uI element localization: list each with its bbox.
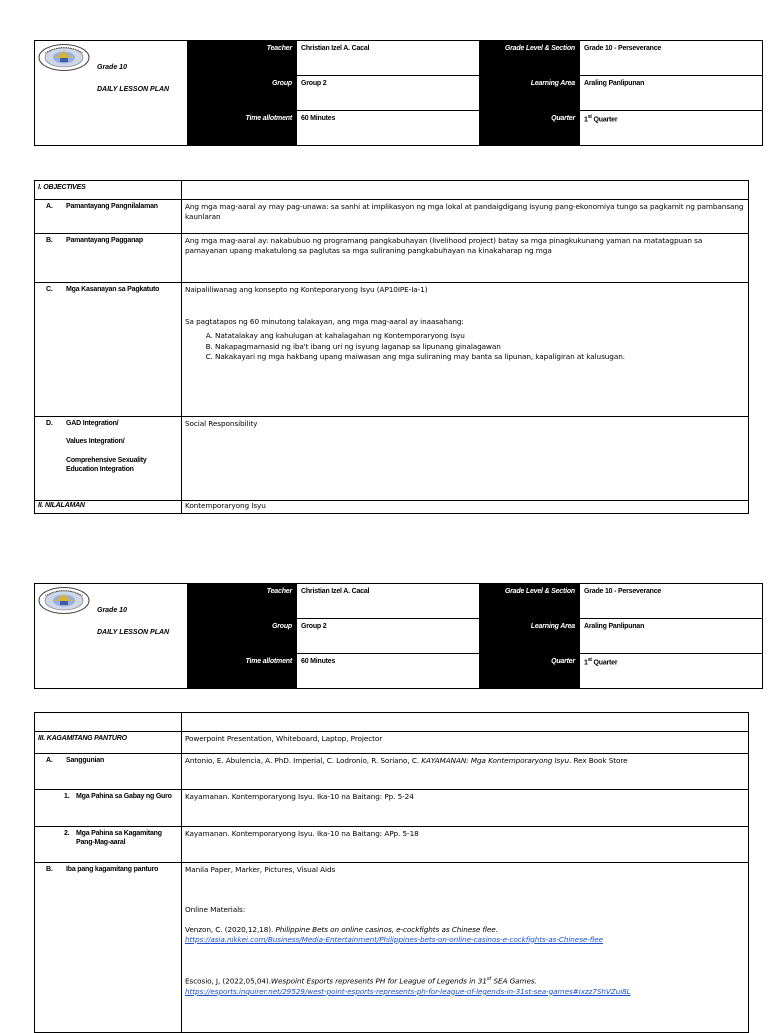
quarter-suffix: st bbox=[587, 114, 592, 120]
learner-material-pages-label-text: Mga Pahina sa Kagamitang Pang-Mag-aaral bbox=[76, 830, 162, 847]
online-materials-label: Online Materials: bbox=[185, 904, 246, 914]
learning-area-value: Araling Panlipunan bbox=[580, 76, 763, 111]
teacher-label: Teacher bbox=[188, 41, 297, 76]
nilalaman-heading: II. NILALAMAN bbox=[35, 501, 182, 514]
group-value: Group 2 bbox=[297, 76, 480, 111]
quarter-text: Quarter bbox=[591, 116, 618, 124]
online-reference-1 bbox=[185, 925, 745, 945]
sanggunian-text bbox=[182, 754, 749, 790]
letter-b: B. bbox=[46, 866, 53, 873]
deped-seal-icon bbox=[38, 44, 90, 71]
reference-authors: Antonio, E. Abulencia, A. PhD. Imperial, C. Lodronio, R. Soriano, C. bbox=[185, 756, 422, 765]
learning-competencies-cell bbox=[182, 283, 749, 417]
grade-label: Grade 10 bbox=[97, 64, 127, 71]
time-allotment-label: Time allotment bbox=[188, 654, 297, 689]
teacher-value: Christian Izel A. Cacal bbox=[297, 584, 480, 619]
quarter-text: Quarter bbox=[591, 659, 618, 667]
teacher-guide-pages-label bbox=[35, 790, 182, 827]
list-item: C. Nakakayari ng mga hakbang upang maiwasan ang mga suliraning may banta sa lipunan, kapaligiran at kalusugan. bbox=[215, 352, 745, 362]
teacher-value: Christian Izel A. Cacal bbox=[297, 41, 480, 76]
daily-lesson-plan-title: DAILY LESSON PLAN bbox=[97, 86, 170, 93]
learning-area-value: Araling Panlipunan bbox=[580, 619, 763, 654]
objectives-heading: I. OBJECTIVES bbox=[35, 181, 182, 200]
header-table-1 bbox=[34, 40, 763, 146]
learner-material-pages-label bbox=[35, 827, 182, 863]
list-item: B. Nakapagmamasid ng iba't ibang uri ng isyung laganap sa lipunang ginalagawan bbox=[215, 342, 745, 352]
other-materials-cell bbox=[182, 863, 749, 1033]
gad-label-line-3: Comprehensive Sexuality Education Integration bbox=[66, 456, 147, 474]
reference-1-link[interactable]: https://asia.nikkei.com/Business/Media-Entertainment/Philippines-bets-on-online-casinos-e-cockfights-as-Chinese-flee bbox=[185, 934, 603, 944]
grade-section-value: Grade 10 - Perseverance bbox=[580, 41, 763, 76]
teacher-label: Teacher bbox=[188, 584, 297, 619]
nilalaman-text: Kontemporaryong Isyu bbox=[182, 501, 749, 514]
group-label: Group bbox=[188, 619, 297, 654]
empty-value-cell bbox=[182, 713, 749, 732]
number-2: 2. bbox=[64, 830, 70, 837]
time-allotment-value: 60 Minutes bbox=[297, 654, 480, 689]
learning-area-label: Learning Area bbox=[480, 619, 580, 654]
learner-material-pages-text: Kayamanan. Kontemporaryong Isyu. Ika-10 na Baitang: APp. 5-18 bbox=[182, 827, 749, 863]
kagamitan-text: Powerpoint Presentation, Whiteboard, Laptop, Projector bbox=[182, 732, 749, 754]
number-1: 1. bbox=[64, 793, 70, 800]
other-materials-text: Manila Paper, Marker, Pictures, Visual Aids bbox=[185, 865, 336, 874]
quarter-number: 1 bbox=[584, 116, 588, 124]
quarter-suffix: st bbox=[587, 657, 592, 663]
reference-2-author: Escosio, J, (2022,05,04). bbox=[185, 976, 271, 986]
header-logo-cell bbox=[35, 584, 188, 689]
header-table-2 bbox=[34, 583, 763, 689]
daily-lesson-plan-title: DAILY LESSON PLAN bbox=[97, 629, 170, 636]
learning-competencies-label bbox=[35, 283, 182, 417]
reference-2-title-end: SEA Games. bbox=[491, 976, 537, 986]
quarter-value bbox=[580, 111, 763, 146]
letter-a: A. bbox=[46, 203, 53, 210]
group-label: Group bbox=[188, 76, 297, 111]
grade-section-label: Grade Level & Section bbox=[480, 41, 580, 76]
teacher-guide-pages-text: Kayamanan. Kontemporaryong Isyu. Ika-10 na Baitang: Pp. 5-24 bbox=[182, 790, 749, 827]
learning-competencies-label-text: Mga Kasanayan sa Pagkatuto bbox=[66, 286, 160, 293]
performance-standard-text: Ang mga mag-aaral ay: nakabubuo ng programang pangkabuhayan (livelihood project) batay sa mga pinagkukunang yaman na matatagpuan sa pamayanan upang makatulong sa paglutas sa mga suliraning pangkabuhayan na kinakaharap ng mga bbox=[182, 234, 749, 283]
letter-b: B. bbox=[46, 237, 53, 244]
header-logo-cell bbox=[35, 41, 188, 146]
kagamitan-heading: III. KAGAMITANG PANTURO bbox=[35, 732, 182, 754]
reference-2-link[interactable]: https://esports.inquirer.net/29529/west-point-esports-represents-ph-for-league-of-legends-in-31st-sea-games#ixzz7ShVZui8L bbox=[185, 986, 631, 996]
letter-d: D. bbox=[46, 420, 53, 427]
letter-a: A. bbox=[46, 757, 53, 764]
other-materials-label bbox=[35, 863, 182, 1033]
grade-section-value: Grade 10 - Perseverance bbox=[580, 584, 763, 619]
grade-section-label: Grade Level & Section bbox=[480, 584, 580, 619]
reference-1-author: Venzon, C. (2020,12,18). bbox=[185, 924, 276, 934]
quarter-label: Quarter bbox=[480, 654, 580, 689]
quarter-number: 1 bbox=[584, 659, 588, 667]
empty-label-cell bbox=[35, 713, 182, 732]
reference-title: KAYAMANAN: Mga Kontemporaryong Isyu bbox=[421, 756, 569, 765]
other-materials-label-text: Iba pang kagamitang panturo bbox=[66, 866, 159, 873]
quarter-label: Quarter bbox=[480, 111, 580, 146]
gad-label-line-1: GAD Integration/ bbox=[66, 420, 119, 427]
learning-area-label: Learning Area bbox=[480, 76, 580, 111]
materials-table bbox=[34, 712, 749, 1033]
quarter-value bbox=[580, 654, 763, 689]
gad-integration-text: Social Responsibility bbox=[182, 417, 749, 501]
online-reference-2 bbox=[185, 976, 745, 996]
gad-integration-label bbox=[35, 417, 182, 501]
teacher-guide-pages-label-text: Mga Pahina sa Gabay ng Guro bbox=[76, 793, 172, 800]
sanggunian-label bbox=[35, 754, 182, 790]
gad-label-line-2: Values Integration/ bbox=[66, 438, 125, 446]
sanggunian-label-text: Sanggunian bbox=[66, 757, 105, 764]
performance-standard-label bbox=[35, 234, 182, 283]
time-allotment-label: Time allotment bbox=[188, 111, 297, 146]
expected-outcome-intro: Sa pagtatapos ng 60 minutong talakayan, ang mga mag-aaral ay inaasahang: bbox=[185, 316, 464, 326]
objectives-table bbox=[34, 180, 749, 514]
objectives-empty-cell bbox=[182, 181, 749, 200]
letter-c: C. bbox=[46, 286, 53, 293]
reference-1-title: Philippine Bets on online casinos, e-cockfights as Chinese flee. bbox=[275, 924, 498, 934]
content-standard-label-text: Pamantayang Pangnilalaman bbox=[66, 203, 158, 210]
reference-publisher: . Rex Book Store bbox=[569, 756, 628, 765]
objectives-list bbox=[185, 331, 745, 363]
performance-standard-label-text: Pamantayang Pagganap bbox=[66, 237, 143, 244]
reference-2-title-suffix: st bbox=[486, 976, 492, 983]
competency-code-text: Naipaliliwanag ang konsepto ng Konteporaryong Isyu (AP10IPE-Ia-1) bbox=[185, 285, 428, 294]
list-item: A. Natatalakay ang kahulugan at kahalagahan ng Kontemporaryong Isyu bbox=[215, 331, 745, 341]
content-standard-text: Ang mga mag-aaral ay may pag-unawa: sa sanhi at implikasyon ng mga lokal at pandaigdigang isyung pang-ekonomiya tungo sa pagkamit ng pambansang kaunlaran bbox=[182, 200, 749, 234]
grade-label: Grade 10 bbox=[97, 607, 127, 614]
content-standard-label bbox=[35, 200, 182, 234]
time-allotment-value: 60 Minutes bbox=[297, 111, 480, 146]
deped-seal-icon bbox=[38, 587, 90, 614]
group-value: Group 2 bbox=[297, 619, 480, 654]
reference-2-title: Wespoint Esports represents PH for League of Legends in 31 bbox=[270, 976, 487, 986]
